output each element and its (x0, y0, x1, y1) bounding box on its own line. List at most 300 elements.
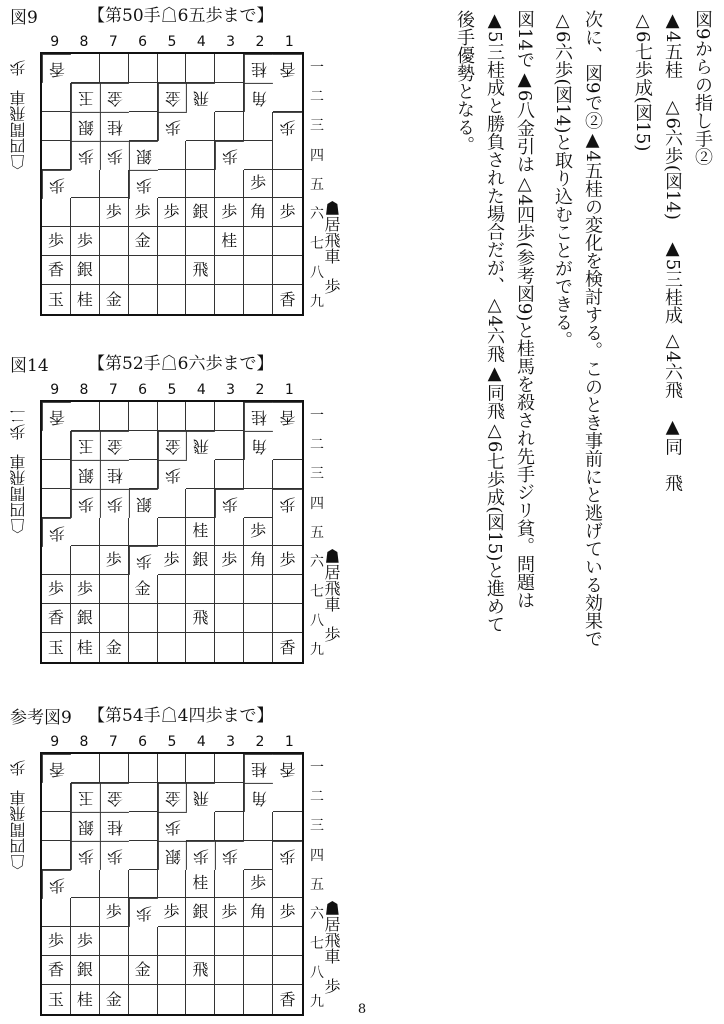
sente-piece: 飛 (192, 260, 209, 280)
board-square (71, 604, 100, 633)
board-square (186, 870, 215, 899)
gote-piece: 歩 (164, 117, 181, 137)
file-numbers (40, 382, 304, 400)
board-square (42, 898, 71, 927)
board-square (129, 489, 158, 518)
board-square (42, 927, 71, 956)
gote-piece: 歩 (222, 494, 239, 514)
sente-piece: 歩 (250, 173, 267, 193)
sente-piece: 歩 (279, 902, 296, 922)
sente-piece: 金 (105, 637, 122, 657)
board-square (273, 927, 302, 956)
gote-piece: 銀 (77, 465, 94, 485)
gote-piece: 歩 (106, 846, 123, 866)
gote-piece: 歩 (77, 846, 94, 866)
board-square (129, 460, 158, 489)
rank-number: 九 (310, 642, 324, 659)
rank-number: 二 (310, 436, 324, 453)
file-number: 1 (284, 734, 294, 750)
sente-piece: 桂 (76, 989, 93, 1009)
board-square (129, 83, 158, 112)
board-square (158, 812, 187, 841)
gote-piece: 歩 (48, 175, 65, 195)
board-square (215, 546, 244, 575)
file-number: 9 (50, 34, 60, 50)
board-square (100, 898, 129, 927)
file-number: 5 (167, 734, 177, 750)
rank-number: 四 (310, 147, 324, 164)
board-square (71, 812, 100, 841)
board-square (273, 460, 302, 489)
diagram-fig9 (0, 0, 341, 320)
board-square (158, 227, 187, 256)
gote-player-label: ☖四間飛車 (9, 454, 28, 534)
rank-number: 二 (310, 788, 324, 805)
sente-hand (320, 900, 342, 994)
gote-piece: 歩 (164, 817, 181, 837)
gote-piece: 桂 (251, 407, 268, 427)
board-square (273, 633, 302, 662)
sente-piece: 飛 (192, 608, 209, 628)
board-square (100, 518, 129, 547)
board-square (100, 783, 129, 812)
gote-piece: 角 (251, 88, 268, 108)
board-square (42, 783, 71, 812)
gote-piece: 角 (251, 436, 268, 456)
rank-number: 三 (310, 818, 324, 835)
board-square (100, 83, 129, 112)
sente-piece: 香 (47, 260, 64, 280)
rank-number: 八 (310, 612, 324, 629)
sente-piece: 銀 (76, 260, 93, 280)
gote-piece: 桂 (106, 817, 123, 837)
file-number: 7 (108, 34, 118, 50)
gote-piece: 飛 (193, 436, 210, 456)
board-square (215, 518, 244, 547)
sente-piece: 歩 (163, 902, 180, 922)
sente-piece: 歩 (250, 873, 267, 893)
shogi-board (40, 752, 304, 1016)
board-square (244, 898, 273, 927)
sente-piece: 桂 (76, 637, 93, 657)
gote-piece: 銀 (135, 146, 152, 166)
board-square (100, 227, 129, 256)
board-square (186, 460, 215, 489)
gote-piece: 香 (279, 759, 296, 779)
board-square (215, 460, 244, 489)
rank-number: 四 (310, 847, 324, 864)
file-number: 9 (50, 382, 60, 398)
board-square (215, 985, 244, 1014)
board-square (100, 985, 129, 1014)
board-square (186, 812, 215, 841)
file-number: 2 (255, 734, 265, 750)
board-square (215, 83, 244, 112)
file-number: 9 (50, 734, 60, 750)
board-square (129, 256, 158, 285)
board-square (71, 633, 100, 662)
board-square (42, 170, 71, 199)
sente-player-label: ☗居飛車 (322, 548, 341, 612)
board-square (244, 256, 273, 285)
sente-piece: 歩 (47, 579, 64, 599)
board-square (244, 575, 273, 604)
board-square (100, 754, 129, 783)
board-square (186, 518, 215, 547)
board-square (129, 402, 158, 431)
sente-piece: 金 (134, 579, 151, 599)
rank-number: 七 (310, 583, 324, 600)
board-square (244, 633, 273, 662)
board-square (100, 112, 129, 141)
gote-piece: 玉 (77, 88, 94, 108)
board-square (215, 956, 244, 985)
gote-piece: 香 (279, 59, 296, 79)
board-square (186, 898, 215, 927)
board-square (273, 783, 302, 812)
board-square (215, 54, 244, 83)
board-square (71, 54, 100, 83)
gote-piece: 飛 (193, 88, 210, 108)
figure-label: 図9 (10, 8, 38, 28)
board-square (42, 460, 71, 489)
board-square (100, 141, 129, 170)
sente-hand (320, 200, 342, 294)
board-square (244, 956, 273, 985)
board-square (71, 285, 100, 314)
board-square (244, 546, 273, 575)
sente-hand-pieces: 歩 (322, 626, 341, 642)
board-square (42, 54, 71, 83)
board-square (100, 575, 129, 604)
rank-number: 一 (310, 59, 324, 76)
board-square (42, 518, 71, 547)
file-number: 8 (79, 734, 89, 750)
board-square (129, 575, 158, 604)
sente-piece: 香 (279, 637, 296, 657)
board-square (244, 227, 273, 256)
file-number: 5 (167, 382, 177, 398)
gote-piece: 歩 (222, 146, 239, 166)
board-square (42, 489, 71, 518)
board-square (273, 402, 302, 431)
board-square (186, 927, 215, 956)
file-number: 6 (138, 34, 148, 50)
sente-piece: 銀 (192, 902, 209, 922)
shogi-board (40, 400, 304, 664)
gote-piece: 金 (164, 788, 181, 808)
board-square (71, 956, 100, 985)
board-square (273, 431, 302, 460)
board-square (244, 927, 273, 956)
gote-hand-pieces: 歩二 (9, 408, 28, 440)
commentary-line-8: 後手優勢となる。 (454, 10, 475, 154)
board-square (129, 227, 158, 256)
gote-piece: 歩 (77, 494, 94, 514)
sente-hand-pieces: 歩 (322, 978, 341, 994)
board-square (273, 754, 302, 783)
sente-piece: 歩 (163, 550, 180, 570)
sente-piece: 歩 (163, 202, 180, 222)
board-square (215, 633, 244, 662)
board-square (244, 460, 273, 489)
sente-piece: 玉 (47, 289, 64, 309)
gote-piece: 歩 (222, 846, 239, 866)
gote-piece: 銀 (164, 846, 181, 866)
board-square (129, 754, 158, 783)
gote-hand (8, 408, 30, 534)
file-number: 3 (226, 34, 236, 50)
gote-piece: 桂 (106, 465, 123, 485)
sente-piece: 金 (134, 960, 151, 980)
sente-piece: 歩 (76, 931, 93, 951)
board-square (100, 927, 129, 956)
board-square (129, 841, 158, 870)
sente-piece: 歩 (47, 231, 64, 251)
board-square (215, 783, 244, 812)
board-square (244, 985, 273, 1014)
gote-piece: 玉 (77, 436, 94, 456)
board-square (100, 285, 129, 314)
board-square (215, 898, 244, 927)
file-number: 5 (167, 34, 177, 50)
sente-piece: 歩 (47, 931, 64, 951)
board-square (71, 170, 100, 199)
diagram-ref9 (0, 700, 341, 1020)
sente-piece: 角 (250, 902, 267, 922)
board-square (42, 227, 71, 256)
board-square (100, 256, 129, 285)
gote-player-label: ☖四間飛車 (9, 90, 28, 170)
sente-piece: 歩 (279, 202, 296, 222)
gote-piece: 金 (164, 88, 181, 108)
gote-piece: 銀 (77, 817, 94, 837)
sente-piece: 銀 (192, 202, 209, 222)
board-square (215, 227, 244, 256)
gote-piece: 銀 (135, 494, 152, 514)
board-square (273, 841, 302, 870)
gote-piece: 香 (48, 759, 65, 779)
board-square (42, 402, 71, 431)
board-square (244, 870, 273, 899)
board-square (273, 956, 302, 985)
file-number: 6 (138, 382, 148, 398)
board-square (71, 141, 100, 170)
gote-piece: 歩 (135, 175, 152, 195)
commentary-line-1: 図9からの指し手② (692, 10, 713, 166)
rank-number: 五 (310, 176, 324, 193)
gote-hand (8, 760, 30, 870)
sente-piece: 香 (47, 608, 64, 628)
board-square (42, 198, 71, 227)
file-number: 1 (284, 382, 294, 398)
board-square (244, 112, 273, 141)
commentary-line-6: 図14で▲6八金引は△4四歩(参考図9)と桂馬を殺され先手ジリ貧。問題は (514, 10, 535, 610)
gote-hand-pieces: 歩 (9, 60, 28, 76)
board-square (42, 841, 71, 870)
gote-piece: 歩 (164, 465, 181, 485)
board-square (100, 546, 129, 575)
file-number: 4 (196, 734, 206, 750)
board-square (129, 285, 158, 314)
board-square (71, 898, 100, 927)
board-square (158, 841, 187, 870)
board-square (71, 754, 100, 783)
board-square (71, 783, 100, 812)
board-square (273, 604, 302, 633)
board-square (129, 927, 158, 956)
board-square (273, 812, 302, 841)
board-square (215, 256, 244, 285)
board-square (273, 170, 302, 199)
sente-piece: 歩 (76, 231, 93, 251)
board-square (215, 141, 244, 170)
gote-piece: 桂 (106, 117, 123, 137)
file-numbers (40, 734, 304, 752)
board-square (186, 256, 215, 285)
board-square (100, 633, 129, 662)
board-square (158, 198, 187, 227)
board-square (129, 198, 158, 227)
board-square (42, 985, 71, 1014)
commentary-line-7: ▲5三桂成と勝負された場合だが、△4六飛▲同飛△6七歩成(図15)と進めて (484, 10, 505, 634)
board-square (100, 431, 129, 460)
board-square (244, 489, 273, 518)
board-square (186, 956, 215, 985)
board-square (100, 198, 129, 227)
board-square (244, 783, 273, 812)
gote-piece: 歩 (106, 494, 123, 514)
file-number: 3 (226, 382, 236, 398)
figure-label: 図14 (10, 356, 49, 376)
sente-piece: 歩 (105, 902, 122, 922)
board-square (129, 546, 158, 575)
rank-number: 七 (310, 935, 324, 952)
board-square (215, 812, 244, 841)
figure-label: 参考図9 (10, 708, 72, 728)
board-square (100, 841, 129, 870)
sente-piece: 銀 (76, 608, 93, 628)
gote-piece: 香 (48, 59, 65, 79)
board-square (273, 518, 302, 547)
sente-hand (320, 548, 342, 642)
board-square (42, 956, 71, 985)
board-square (273, 198, 302, 227)
board-square (158, 575, 187, 604)
board-square (215, 285, 244, 314)
rank-number: 六 (310, 206, 324, 223)
board-square (71, 112, 100, 141)
gote-piece: 香 (279, 407, 296, 427)
board-square (42, 870, 71, 899)
page-number: 8 (357, 1002, 367, 1017)
board-square (186, 633, 215, 662)
board-square (42, 141, 71, 170)
board-square (244, 54, 273, 83)
file-number: 1 (284, 34, 294, 50)
board-square (158, 870, 187, 899)
board-square (244, 170, 273, 199)
file-number: 4 (196, 34, 206, 50)
sente-piece: 桂 (192, 521, 209, 541)
sente-piece: 香 (47, 960, 64, 980)
file-number: 7 (108, 382, 118, 398)
gote-piece: 香 (48, 407, 65, 427)
board-square (186, 754, 215, 783)
rank-number: 九 (310, 294, 324, 311)
board-square (158, 170, 187, 199)
board-square (244, 83, 273, 112)
board-square (71, 431, 100, 460)
board-square (42, 83, 71, 112)
board-square (186, 489, 215, 518)
board-square (42, 431, 71, 460)
board-square (158, 54, 187, 83)
sente-piece: 歩 (221, 902, 238, 922)
board-square (244, 285, 273, 314)
board-square (215, 604, 244, 633)
board-square (273, 489, 302, 518)
board-square (100, 956, 129, 985)
figure-caption: 【第54手☖4四歩まで】 (88, 706, 274, 726)
board-square (129, 604, 158, 633)
sente-player-label: ☗居飛車 (322, 900, 341, 964)
board-square (129, 518, 158, 547)
sente-piece: 金 (105, 989, 122, 1009)
rank-number: 六 (310, 554, 324, 571)
rank-number: 八 (310, 264, 324, 281)
board-square (186, 985, 215, 1014)
board-square (186, 112, 215, 141)
board-square (42, 575, 71, 604)
sente-piece: 香 (279, 989, 296, 1009)
board-square (100, 54, 129, 83)
board-square (42, 112, 71, 141)
board-square (158, 518, 187, 547)
board-square (42, 754, 71, 783)
board-square (71, 227, 100, 256)
board-square (129, 170, 158, 199)
board-square (244, 402, 273, 431)
board-square (158, 985, 187, 1014)
board-square (71, 460, 100, 489)
board-square (186, 546, 215, 575)
gote-piece: 歩 (77, 146, 94, 166)
gote-hand-pieces: 歩 (9, 760, 28, 776)
shogi-board (40, 52, 304, 316)
board-square (158, 783, 187, 812)
board-square (215, 170, 244, 199)
gote-piece: 銀 (77, 117, 94, 137)
board-square (215, 841, 244, 870)
board-square (186, 604, 215, 633)
board-square (273, 54, 302, 83)
board-square (215, 927, 244, 956)
board-square (71, 841, 100, 870)
sente-piece: 銀 (76, 960, 93, 980)
board-square (186, 141, 215, 170)
gote-piece: 金 (106, 88, 123, 108)
board-square (215, 402, 244, 431)
commentary-line-3: △6七歩成(図15) (632, 10, 653, 152)
board-square (129, 812, 158, 841)
rank-number: 三 (310, 118, 324, 135)
sente-piece: 歩 (134, 202, 151, 222)
board-square (244, 518, 273, 547)
file-number: 6 (138, 734, 148, 750)
board-square (244, 754, 273, 783)
board-square (158, 431, 187, 460)
